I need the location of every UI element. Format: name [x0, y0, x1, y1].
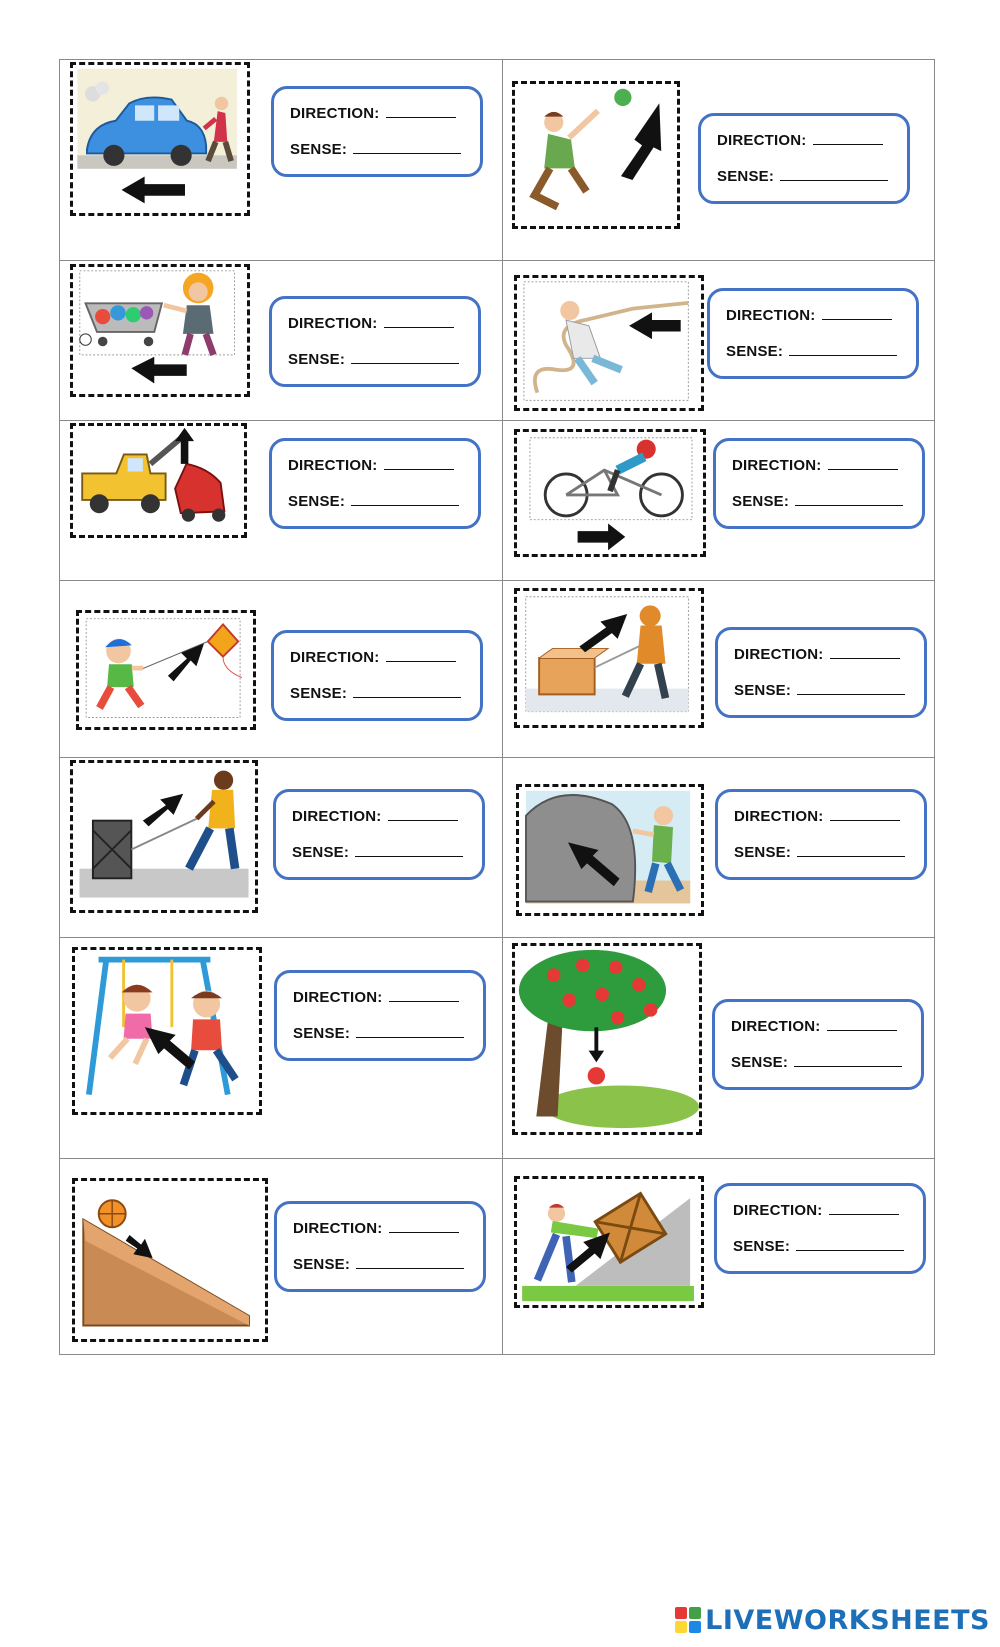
exercise-14-picture [514, 1176, 704, 1308]
exercise-4-picture [514, 275, 704, 411]
logo-square-blue [689, 1621, 701, 1633]
direction-answer-blank[interactable] [813, 130, 883, 145]
direction-label: DIRECTION: [293, 1220, 383, 1237]
liveworksheets-logo-icon [675, 1607, 701, 1633]
exercise-12-answer-box [712, 999, 924, 1090]
exercise-5-answer-box [269, 438, 481, 529]
exercise-8-picture [514, 588, 704, 728]
direction-label: DIRECTION: [734, 646, 824, 663]
sense-answer-blank[interactable] [794, 1052, 902, 1067]
direction-label: DIRECTION: [288, 457, 378, 474]
direction-label: DIRECTION: [292, 808, 382, 825]
direction-answer-blank[interactable] [830, 806, 900, 821]
sense-label: SENSE: [731, 1054, 789, 1071]
liveworksheets-logo-text: LIVEWORKSHEETS [705, 1604, 990, 1636]
exercise-1-picture [70, 62, 250, 216]
sense-answer-blank[interactable] [796, 1236, 904, 1251]
direction-answer-blank[interactable] [384, 455, 454, 470]
exercise-11-answer-box [274, 970, 486, 1061]
exercise-2-picture [512, 81, 680, 229]
direction-answer-blank[interactable] [830, 644, 900, 659]
sense-answer-blank[interactable] [355, 842, 463, 857]
direction-label: DIRECTION: [732, 457, 822, 474]
direction-answer-blank[interactable] [822, 305, 892, 320]
exercise-11-picture [72, 947, 262, 1115]
liveworksheets-logo[interactable] [675, 1605, 990, 1635]
direction-answer-blank[interactable] [389, 1218, 459, 1233]
logo-square-red [675, 1607, 687, 1619]
sense-label: SENSE: [290, 141, 348, 158]
sense-answer-blank[interactable] [789, 341, 897, 356]
sense-label: SENSE: [732, 493, 790, 510]
direction-answer-blank[interactable] [384, 313, 454, 328]
sense-answer-blank[interactable] [353, 139, 461, 154]
exercise-8-answer-box [715, 627, 927, 718]
exercise-9-picture [70, 760, 258, 913]
sense-label: SENSE: [288, 493, 346, 510]
sense-answer-blank[interactable] [797, 842, 905, 857]
direction-answer-blank[interactable] [829, 1200, 899, 1215]
exercise-9-answer-box [273, 789, 485, 880]
logo-square-green [689, 1607, 701, 1619]
direction-answer-blank[interactable] [828, 455, 898, 470]
sense-answer-blank[interactable] [797, 680, 905, 695]
exercise-13-picture [72, 1178, 268, 1342]
direction-label: DIRECTION: [717, 132, 807, 149]
exercise-13-answer-box [274, 1201, 486, 1292]
sense-label: SENSE: [717, 168, 775, 185]
direction-answer-blank[interactable] [386, 103, 456, 118]
sense-answer-blank[interactable] [780, 166, 888, 181]
exercise-3-answer-box [269, 296, 481, 387]
exercise-10-answer-box [715, 789, 927, 880]
sense-label: SENSE: [290, 685, 348, 702]
logo-square-yellow [675, 1621, 687, 1633]
direction-label: DIRECTION: [733, 1202, 823, 1219]
exercise-2-answer-box [698, 113, 910, 204]
sense-label: SENSE: [292, 844, 350, 861]
column-divider [502, 59, 503, 1355]
sense-answer-blank[interactable] [351, 349, 459, 364]
sense-label: SENSE: [288, 351, 346, 368]
exercise-1-answer-box [271, 86, 483, 177]
direction-label: DIRECTION: [288, 315, 378, 332]
sense-answer-blank[interactable] [356, 1254, 464, 1269]
sense-label: SENSE: [734, 682, 792, 699]
exercise-14-answer-box [714, 1183, 926, 1274]
exercise-4-answer-box [707, 288, 919, 379]
exercise-10-picture [516, 784, 704, 916]
sense-answer-blank[interactable] [353, 683, 461, 698]
direction-label: DIRECTION: [293, 989, 383, 1006]
sense-label: SENSE: [293, 1256, 351, 1273]
exercise-6-picture [514, 429, 706, 557]
direction-answer-blank[interactable] [386, 647, 456, 662]
direction-label: DIRECTION: [290, 649, 380, 666]
row-divider [59, 757, 935, 758]
direction-label: DIRECTION: [734, 808, 824, 825]
row-divider [59, 580, 935, 581]
direction-label: DIRECTION: [731, 1018, 821, 1035]
direction-label: DIRECTION: [290, 105, 380, 122]
sense-label: SENSE: [726, 343, 784, 360]
sense-label: SENSE: [733, 1238, 791, 1255]
row-divider [59, 937, 935, 938]
exercise-5-picture [70, 423, 247, 538]
direction-answer-blank[interactable] [388, 806, 458, 821]
exercise-12-picture [512, 943, 702, 1135]
direction-label: DIRECTION: [726, 307, 816, 324]
sense-answer-blank[interactable] [351, 491, 459, 506]
direction-answer-blank[interactable] [827, 1016, 897, 1031]
sense-label: SENSE: [734, 844, 792, 861]
sense-answer-blank[interactable] [356, 1023, 464, 1038]
row-divider [59, 260, 935, 261]
exercise-3-picture [70, 264, 250, 397]
exercise-6-answer-box [713, 438, 925, 529]
exercise-7-picture [76, 610, 256, 730]
exercise-7-answer-box [271, 630, 483, 721]
sense-label: SENSE: [293, 1025, 351, 1042]
row-divider [59, 420, 935, 421]
row-divider [59, 1158, 935, 1159]
sense-answer-blank[interactable] [795, 491, 903, 506]
direction-answer-blank[interactable] [389, 987, 459, 1002]
